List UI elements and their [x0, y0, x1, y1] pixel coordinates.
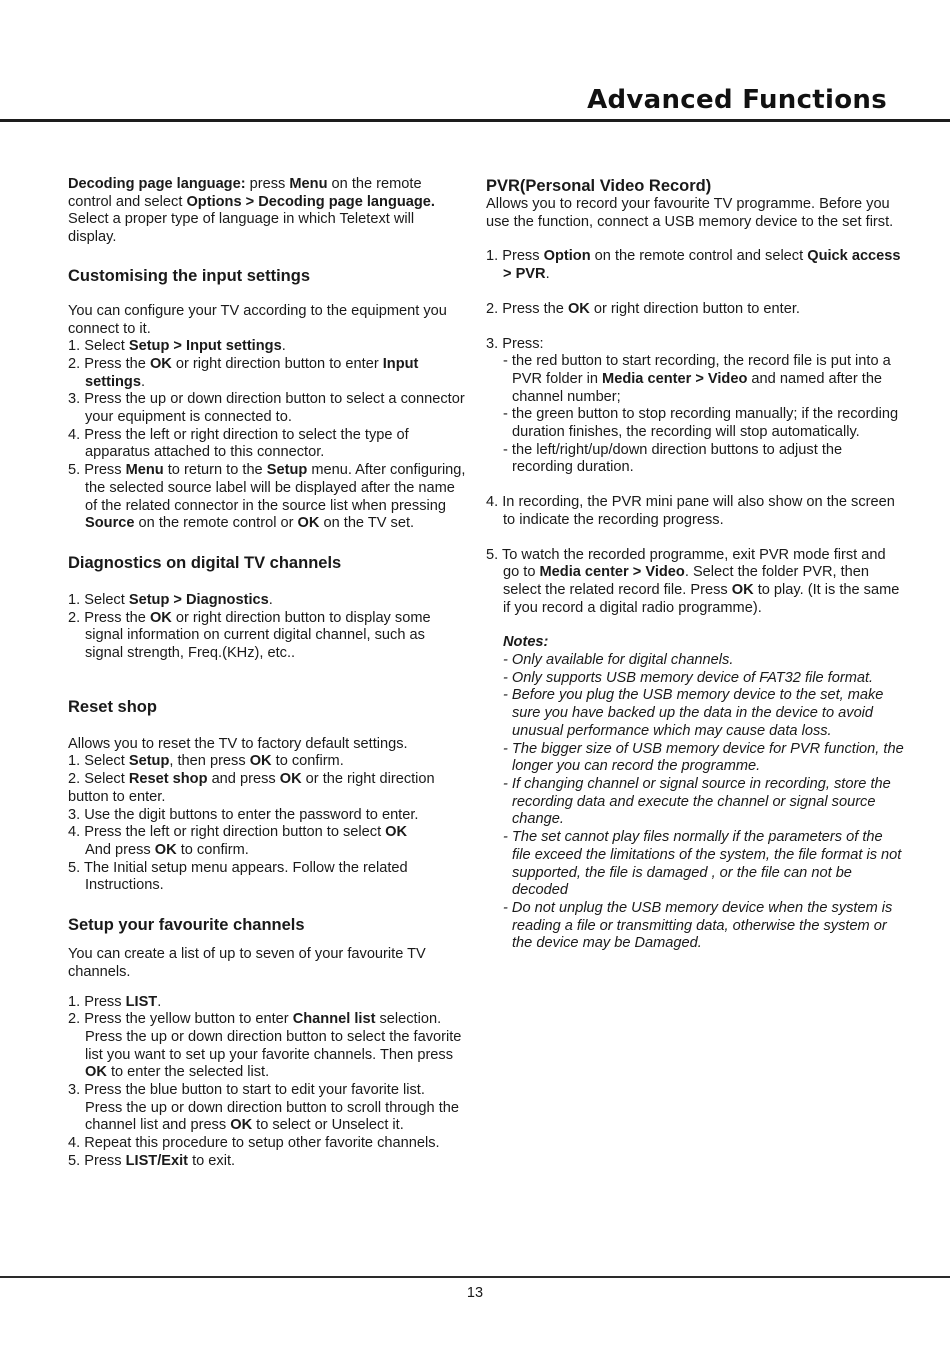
menu-path: Input settings: [85, 355, 419, 390]
notes-heading: [503, 634, 904, 652]
key-label: LIST: [125, 993, 158, 1010]
text-run: 2. Press the: [486, 300, 568, 317]
text-run: or right direction button to display some signal information on current digital channel, such as signal strength, Freq.(KHz), etc..: [85, 609, 431, 662]
text-run: 2. Press the: [68, 609, 150, 626]
reset-step-5: 5. The Initial setup menu appears. Follow the related: [68, 859, 408, 876]
text-run: 5. Press: [68, 1152, 126, 1169]
key-label: OK: [230, 1117, 253, 1134]
menu-path: Setup > Input settings: [128, 338, 282, 355]
menu-path: Channel list: [292, 1011, 376, 1028]
note-item: - The set cannot play files normally if the parameters of the file exceed the limitations of the system, the file format is not supported, the file is damaged , or the file can not be decoded: [503, 829, 902, 899]
customising-step-2: [68, 356, 466, 391]
key-label: OK: [297, 515, 320, 532]
pvr-option-green: - the green button to stop recording manually; if the recording duration finishes, the recording will stop automatically.: [503, 406, 899, 441]
section-heading-customising: Customising the input settings: [68, 266, 310, 285]
section-heading-diagnostics: Diagnostics on digital TV channels: [68, 553, 342, 572]
text-run: 5. Press: [68, 462, 126, 479]
customising-intro: You can configure your TV according to the equipment you connect to it.: [68, 302, 447, 337]
reset-step-4-cont: [68, 842, 466, 860]
footer-rule: [0, 1276, 950, 1278]
text-run: .: [157, 993, 162, 1010]
key-label: LIST/Exit: [125, 1152, 189, 1169]
decoding-term: Decoding page language:: [68, 176, 246, 192]
note-item: - Do not unplug the USB memory device when the system is reading a file or transmitting data, otherwise the system or the device may be Damaged.: [503, 899, 893, 952]
text-run: 1. Select: [68, 591, 129, 608]
text-run: and press: [207, 771, 280, 788]
customising-step-4: 4. Press the left or right direction to select the type of apparatus attached to this connector.: [68, 426, 409, 461]
pvr-step-3-options: [486, 353, 904, 477]
pvr-option-direction: - the left/right/up/down direction buttons to adjust the recording duration.: [503, 441, 843, 476]
reset-step-5-cont: Instructions.: [85, 877, 164, 894]
favourite-step-1: [68, 994, 466, 1012]
text-run: on the remote control and select: [68, 176, 422, 210]
key-label: OK: [385, 824, 408, 841]
note-item: - If changing channel or signal source in recording, store the recording data and execute the channel or signal source change.: [503, 775, 891, 828]
text-run: or right direction button to enter.: [589, 300, 800, 317]
page-number: 13: [466, 1285, 484, 1301]
diagnostics-step-2: [68, 610, 466, 663]
key-label: OK: [154, 841, 177, 858]
left-column: [68, 176, 466, 1171]
section-heading-favourite: Setup your favourite channels: [68, 916, 305, 935]
key-label: OK: [731, 581, 754, 598]
text-run: . Select the folder PVR, then select the related record file. Press: [503, 564, 869, 598]
favourite-step-3: [68, 1082, 466, 1135]
text-run: .: [281, 338, 286, 355]
pvr-step-1: [486, 248, 904, 283]
text-run: And press: [85, 841, 155, 858]
text-run: on the remote control or: [134, 515, 298, 532]
pvr-step-4: 4. In recording, the PVR mini pane will also show on the screen to indicate the recording progress.: [486, 494, 895, 528]
pvr-step-5: [486, 547, 904, 618]
right-column: [486, 176, 904, 953]
menu-path: Media center > Video: [539, 564, 685, 581]
text-run: on the TV set.: [319, 515, 415, 532]
text-run: , then press: [169, 753, 250, 770]
text-run: on the remote control and select: [590, 248, 808, 265]
reset-step-3: 3. Use the digit buttons to enter the password to enter.: [68, 806, 419, 823]
text-run: and named after the channel number;: [512, 370, 883, 405]
favourite-step-2: [68, 1011, 466, 1082]
pvr-step-3: 3. Press:: [486, 335, 544, 352]
text-run: 1. Select: [68, 753, 129, 770]
pvr-intro: Allows you to record your favourite TV programme. Before you use the function, connect a USB memory device to the set first.: [486, 196, 894, 230]
menu-keyword: Menu: [289, 176, 328, 192]
menu-path: Setup > Diagnostics: [128, 591, 269, 608]
key-label: Menu: [125, 462, 164, 479]
customising-step-5: [68, 462, 466, 533]
text-run: 1. Press: [486, 248, 544, 265]
text-run: 2. Select: [68, 771, 129, 788]
menu-path: Media center > Video: [602, 370, 748, 387]
note-item: - Only available for digital channels.: [503, 652, 734, 669]
text-run: 2. Press the yellow button to enter: [68, 1011, 293, 1028]
reset-step-4: [68, 824, 466, 842]
favourite-step-5: [68, 1153, 466, 1171]
text-run: .: [140, 373, 146, 390]
text-run: or right direction button to enter: [171, 355, 383, 372]
note-item: - Only supports USB memory device of FAT32 file format.: [503, 669, 874, 686]
note-item: - The bigger size of USB memory device for PVR function, the longer you can record the programme.: [503, 740, 904, 775]
text-run: menu. After configuring, the selected source label will be displayed after the name of the related connector in the source list when pressing: [85, 462, 466, 514]
text-run: - the red button to start recording, the record file is put into a PVR folder in: [503, 353, 891, 387]
page-title: Advanced Functions: [587, 85, 887, 115]
key-label: OK: [249, 753, 272, 770]
text-run: 3. Press the blue button to start to edit your favorite list. Press the up or down direction button to scroll through the channel list and press: [68, 1082, 459, 1134]
pvr-option-red: [503, 353, 904, 406]
text-run: Select a proper type of language in which Teletext will display.: [68, 211, 415, 246]
key-label: OK: [149, 609, 172, 626]
favourite-step-4: 4. Repeat this procedure to setup other favorite channels.: [68, 1135, 440, 1152]
menu-path: Reset shop: [128, 771, 208, 788]
key-label: Option: [543, 248, 591, 265]
text-run: to return to the: [163, 462, 267, 479]
text-run: to play. (It is the same if you record a digital radio programme).: [503, 581, 900, 616]
reset-step-2: [68, 771, 466, 806]
decoding-paragraph: [68, 176, 466, 247]
menu-path: Setup: [266, 462, 308, 479]
text-run: to select or Unselect it.: [252, 1117, 404, 1134]
section-heading-reset: Reset shop: [68, 697, 157, 716]
text-run: to confirm.: [271, 753, 344, 770]
text-run: .: [545, 266, 550, 283]
diagnostics-step-1: [68, 592, 466, 610]
text-run: press: [245, 176, 290, 192]
key-label: Source: [85, 515, 135, 532]
key-label: OK: [279, 771, 302, 788]
reset-intro: Allows you to reset the TV to factory default settings.: [68, 735, 408, 752]
title-rule: [0, 119, 950, 122]
notes-label: Notes:: [503, 634, 549, 651]
customising-step-3: 3. Press the up or down direction button to select a connector your equipment is connected to.: [68, 391, 465, 426]
note-item: - Before you plug the USB memory device to the set, make sure you have backed up the data in the device to avoid unusual performance which may cause data loss.: [503, 687, 884, 739]
text-run: 5. To watch the recorded programme, exit PVR mode first and go to: [486, 546, 886, 581]
text-run: to enter the selected list.: [106, 1064, 270, 1081]
menu-path: Options > Decoding page language.: [186, 193, 435, 210]
reset-step-1: [68, 753, 466, 771]
key-label: OK: [85, 1064, 107, 1081]
notes-block: [486, 634, 904, 953]
text-run: 1. Select: [68, 338, 129, 355]
customising-step-1: [68, 338, 466, 356]
text-run: .: [268, 591, 273, 608]
text-run: to exit.: [188, 1152, 236, 1169]
pvr-step-2: [486, 301, 904, 319]
text-run: 4. Press the left or right direction button to select: [68, 824, 386, 841]
text-run: or the right direction button to enter.: [68, 771, 435, 805]
text-run: to confirm.: [176, 841, 249, 858]
key-label: OK: [149, 355, 172, 372]
section-heading-pvr: PVR(Personal Video Record): [486, 177, 712, 195]
menu-path: Quick access > PVR: [503, 248, 901, 283]
favourite-intro: You can create a list of up to seven of your favourite TV channels.: [68, 946, 426, 980]
text-run: selection. Press the up or down direction button to select the favorite list you want to set up your favorite channels. Then press: [85, 1011, 462, 1063]
menu-path: Setup: [128, 753, 170, 770]
text-run: 1. Press: [68, 993, 126, 1010]
text-run: 2. Press the: [68, 355, 150, 372]
key-label: OK: [567, 300, 590, 317]
